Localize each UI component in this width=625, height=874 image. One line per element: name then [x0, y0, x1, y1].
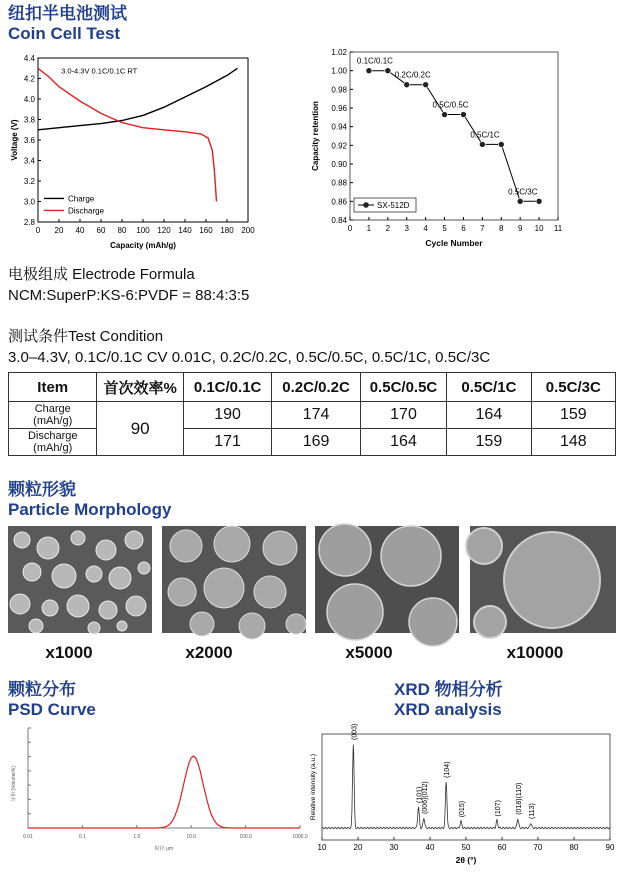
mag-label-x2000: x2000 — [185, 643, 233, 662]
y-tick-label: 0.86 — [331, 197, 347, 207]
table-header: Item — [9, 373, 97, 402]
data-point — [442, 112, 448, 118]
sem-image-x10000 — [470, 526, 616, 633]
x-tick-label: 10 — [317, 843, 327, 852]
legend-label: Charge — [68, 194, 95, 204]
coin-title-cn: 纽扣半电池测试 — [8, 4, 127, 23]
legend-label: SX-512D — [377, 201, 410, 210]
data-point — [498, 141, 504, 147]
series-line-charge — [38, 68, 238, 130]
table-cell: 164 — [360, 429, 446, 456]
y-axis-label: Voltage (V) — [10, 119, 19, 161]
x-tick-label: 20 — [353, 843, 363, 852]
y-tick-label: 0.96 — [331, 104, 347, 113]
point-label: 0.5C/1C — [470, 130, 500, 140]
x-axis-label: 粒径 μm — [154, 846, 174, 852]
table-cell: 174 — [272, 402, 360, 429]
y-tick-label: 4.0 — [23, 95, 35, 104]
x-tick-label: 80 — [569, 843, 579, 852]
psd-chart — [6, 724, 306, 872]
efficiency-cell: 90 — [97, 402, 183, 456]
psd-title-cn: 颗粒分布 — [8, 680, 76, 699]
y-tick-label: 1.00 — [331, 66, 347, 76]
x-tick-label: 0 — [35, 226, 41, 235]
chart-annotation: 3.0-4.3V 0.1C/0.1C RT — [61, 66, 138, 76]
table-cell: 169 — [272, 429, 360, 456]
peak-label: (104) — [444, 761, 452, 778]
morph-title-cn: 颗粒形貌 — [8, 480, 76, 499]
x-tick-label: 4 — [423, 224, 428, 233]
table-cell: 164 — [447, 402, 531, 429]
x-tick-label: 9 — [517, 224, 523, 233]
table-cell: 159 — [531, 402, 615, 429]
table-header: 0.2C/0.2C — [272, 373, 360, 402]
test-title: 测试条件Test Condition — [8, 328, 164, 345]
table-header-row — [9, 373, 616, 402]
table-cell: 159 — [447, 429, 531, 456]
row-label-main: Charge — [34, 403, 71, 415]
x-tick-label: 10.0 — [186, 834, 197, 840]
point-label: 0.1C/0.1C — [356, 56, 393, 66]
y-tick-label: 1.02 — [331, 48, 347, 57]
x-tick-label: 8 — [499, 224, 504, 233]
table-header: 0.5C/0.5C — [360, 373, 446, 402]
psd-title-en: PSD Curve — [8, 700, 96, 719]
x-tick-label: 60 — [497, 843, 507, 852]
y-tick-label: 0.98 — [331, 85, 347, 95]
y-tick-label: 0.84 — [331, 216, 347, 225]
data-point — [517, 198, 523, 204]
row-label-unit: (mAh/g) — [33, 415, 73, 427]
table-cell: 148 — [531, 429, 615, 456]
x-tick-label: 180 — [220, 226, 234, 235]
results-table — [8, 372, 616, 456]
y-tick-label: 0.94 — [331, 122, 347, 132]
x-tick-label: 2 — [385, 224, 391, 233]
table-cell: 171 — [183, 429, 271, 456]
x-tick-label: 10 — [534, 224, 544, 233]
plot-frame — [322, 734, 610, 840]
x-tick-label: 1.0 — [133, 834, 141, 840]
x-tick-label: 40 — [75, 226, 85, 235]
x-tick-label: 50 — [461, 843, 471, 852]
table-header: 首次效率% — [97, 373, 183, 402]
psd-curve — [28, 756, 300, 828]
data-point — [385, 68, 391, 74]
test-condition: 3.0–4.3V, 0.1C/0.1C CV 0.01C, 0.2C/0.2C, 0.5C/0.5C, 0.5C/1C, 0.5C/3C — [8, 349, 491, 366]
x-tick-label: 0 — [347, 224, 353, 233]
x-tick-label: 1000.0 — [292, 834, 308, 840]
xrd-line — [322, 745, 610, 829]
x-tick-label: 200 — [241, 226, 255, 235]
y-axis-label: Relative intensity (a.u.) — [310, 753, 317, 821]
point-label: 0.5C/0.5C — [432, 100, 469, 110]
legend-marker — [363, 202, 369, 208]
x-tick-label: 1 — [366, 224, 372, 233]
coin-title-en: Coin Cell Test — [8, 24, 121, 43]
sem-image-x1000 — [8, 526, 152, 633]
x-tick-label: 140 — [178, 226, 192, 235]
x-tick-label: 60 — [96, 226, 106, 235]
x-tick-label: 160 — [199, 226, 213, 235]
x-tick-label: 0.1 — [78, 834, 86, 840]
x-tick-label: 100 — [136, 226, 150, 235]
mag-label-x5000: x5000 — [345, 643, 393, 662]
x-tick-label: 0.01 — [23, 834, 33, 840]
y-tick-label: 4.4 — [23, 54, 35, 63]
x-tick-label: 3 — [404, 224, 409, 233]
y-axis-label: 分布 (Volume%) — [11, 766, 17, 802]
table-header: 0.5C/1C — [447, 373, 531, 402]
y-tick-label: 0.92 — [331, 141, 347, 151]
x-tick-label: 120 — [157, 226, 171, 235]
capacity-retention-chart — [308, 46, 568, 258]
x-tick-label: 40 — [425, 843, 435, 852]
series-line — [369, 71, 539, 202]
peak-label: (003) — [351, 723, 359, 740]
data-point — [366, 68, 372, 74]
x-tick-label: 30 — [389, 843, 399, 852]
point-label: 0.2C/0.2C — [394, 70, 431, 80]
data-point — [479, 141, 485, 147]
sem-image-x2000 — [162, 526, 306, 633]
x-tick-label: 5 — [442, 224, 447, 233]
x-axis-label: Capacity (mAh/g) — [110, 241, 176, 250]
row-label-main: Discharge — [27, 430, 78, 442]
y-tick-label: 0.88 — [331, 178, 347, 188]
row-label — [9, 402, 97, 429]
series-line-discharge — [38, 68, 217, 204]
x-tick-label: 80 — [117, 226, 127, 235]
x-tick-label: 90 — [605, 843, 615, 852]
electrode-title: 电极组成 Electrode Formula — [8, 266, 195, 283]
x-tick-label: 6 — [461, 224, 466, 233]
x-tick-label: 70 — [533, 843, 543, 852]
data-point — [423, 82, 429, 88]
xrd-chart — [308, 723, 620, 872]
table-row — [9, 402, 616, 429]
peak-label: (015) — [458, 800, 466, 818]
peak-label: (101) — [416, 786, 424, 803]
y-tick-label: 3.0 — [23, 197, 35, 207]
x-tick-label: 20 — [54, 226, 64, 235]
row-label — [9, 429, 97, 456]
x-tick-label: 11 — [553, 224, 563, 233]
mag-label-x10000: x10000 — [506, 643, 564, 662]
voltage-capacity-chart — [8, 52, 260, 258]
electrode-formula: NCM:SuperP:KS-6:PVDF = 88:4:3:5 — [8, 287, 250, 304]
y-tick-label: 0.90 — [331, 160, 347, 169]
table-header: 0.5C/3C — [531, 373, 615, 402]
data-point — [404, 82, 410, 88]
peak-label: (113) — [528, 803, 536, 819]
y-tick-label: 3.8 — [23, 115, 35, 125]
y-tick-label: 3.4 — [23, 156, 35, 166]
y-tick-label: 4.2 — [23, 74, 35, 84]
point-label: 0.5C/3C — [508, 187, 538, 197]
x-tick-label: 100.0 — [239, 834, 252, 840]
x-axis-label: Cycle Number — [425, 238, 483, 248]
morph-title-en: Particle Morphology — [8, 500, 172, 519]
mag-label-x1000: x1000 — [45, 643, 93, 662]
sem-image-x5000 — [315, 526, 459, 633]
table-cell: 170 — [360, 402, 446, 429]
xrd-title-cn: XRD 物相分析 — [394, 680, 503, 699]
data-point — [460, 112, 466, 118]
row-label-unit: (mAh/g) — [33, 442, 73, 454]
y-axis-label: Capacity retention — [311, 101, 320, 171]
peak-label: (006)(012) — [421, 781, 429, 814]
table-header: 0.1C/0.1C — [183, 373, 271, 402]
legend-label: Discharge — [68, 206, 105, 216]
y-tick-label: 2.8 — [23, 218, 35, 227]
table-cell: 190 — [183, 402, 271, 429]
peak-label: (018)(110) — [515, 782, 523, 815]
y-tick-label: 3.6 — [23, 136, 35, 145]
y-tick-label: 3.2 — [23, 177, 35, 186]
data-point — [536, 198, 542, 204]
x-axis-label: 2θ (°) — [455, 855, 477, 865]
xrd-title-en: XRD analysis — [394, 700, 502, 719]
x-tick-label: 7 — [480, 224, 485, 233]
peak-label: (107) — [494, 800, 502, 817]
